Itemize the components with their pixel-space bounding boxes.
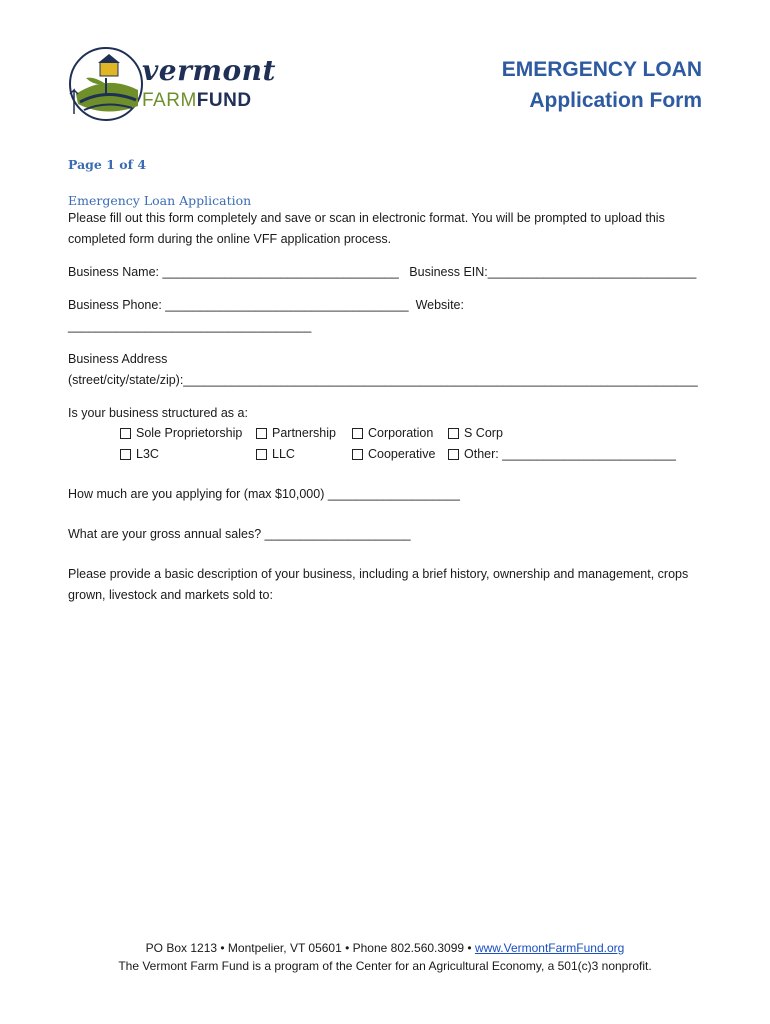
checkbox-icon[interactable] [352,449,363,460]
option-label: Partnership [272,426,336,440]
address-label: Business Address [68,352,168,366]
description-prompt-line-2: grown, livestock and markets sold to: [68,588,273,602]
description-prompt-line-1: Please provide a basic description of your business, including a brief history, ownership and management, crops [68,567,689,581]
option-corporation[interactable] [352,426,433,440]
form-title-line1: EMERGENCY LOAN [501,58,702,81]
business-name-field[interactable]: Business Name: __________________________________ [68,265,399,279]
footer-contact-line [0,939,770,957]
footer [0,939,770,975]
checkbox-icon[interactable] [120,428,131,439]
option-s-corp[interactable] [448,426,503,440]
checkbox-icon[interactable] [448,428,459,439]
page-label: Page 1 of 4 [68,157,147,172]
option-other[interactable] [448,447,676,461]
section-title: Emergency Loan Application [68,193,252,208]
footer-nonprofit-line: The Vermont Farm Fund is a program of the Center for an Agricultural Economy, a 501(c)3 nonprofit. [118,959,652,973]
intro-line-2: completed form during the online VFF application process. [68,232,392,246]
form-body [68,157,708,606]
logo-wordmark-vermont: vermont [142,54,276,87]
option-label: Other: _________________________ [464,447,677,461]
option-label: L3C [136,447,159,461]
website-field[interactable]: Website: ___________________________________ [68,298,464,333]
phone-website-row [68,295,708,337]
checkbox-icon[interactable] [256,449,267,460]
business-ein-field[interactable]: Business EIN:______________________________ [409,265,697,279]
website-link[interactable]: www.VermontFarmFund.org [474,941,625,955]
form-title [502,54,702,116]
footer-contact-text: PO Box 1213 • Montpelier, VT 05601 • Phone 802.560.3099 • [145,941,475,955]
checkbox-icon[interactable] [256,428,267,439]
checkbox-icon[interactable] [120,449,131,460]
option-l3c[interactable] [120,447,159,461]
option-cooperative[interactable] [352,447,435,461]
checkbox-icon[interactable] [448,449,459,460]
address-field[interactable]: (street/city/state/zip):__________________________________________________________________________ [68,373,698,387]
option-label: Cooperative [368,447,436,461]
business-phone-field[interactable]: Business Phone: ___________________________________ [68,298,409,312]
farm-emblem-icon [66,44,146,124]
name-ein-row [68,262,708,283]
structure-question: Is your business structured as a: [68,406,248,420]
checkbox-icon[interactable] [352,428,363,439]
amount-question[interactable]: How much are you applying for (max $10,000) ___________________ [68,487,460,501]
intro-line-1: Please fill out this form completely and save or scan in electronic format. You will be prompted to upload this [68,211,665,225]
vermont-farm-fund-logo [66,44,296,124]
form-title-line2: Application Form [529,89,702,112]
option-sole-proprietorship[interactable] [120,426,242,440]
sales-question[interactable]: What are your gross annual sales? _____________________ [68,527,411,541]
logo-wordmark-farm-fund [142,90,252,112]
option-partnership[interactable] [256,426,336,440]
option-label: Sole Proprietorship [136,426,243,440]
logo-word-farm: FARM [142,90,197,111]
option-label: LLC [272,447,295,461]
logo-word-fund: FUND [196,90,252,111]
option-label: Corporation [368,426,434,440]
structure-options [120,424,708,468]
option-label: S Corp [464,426,503,440]
option-llc[interactable] [256,447,295,461]
